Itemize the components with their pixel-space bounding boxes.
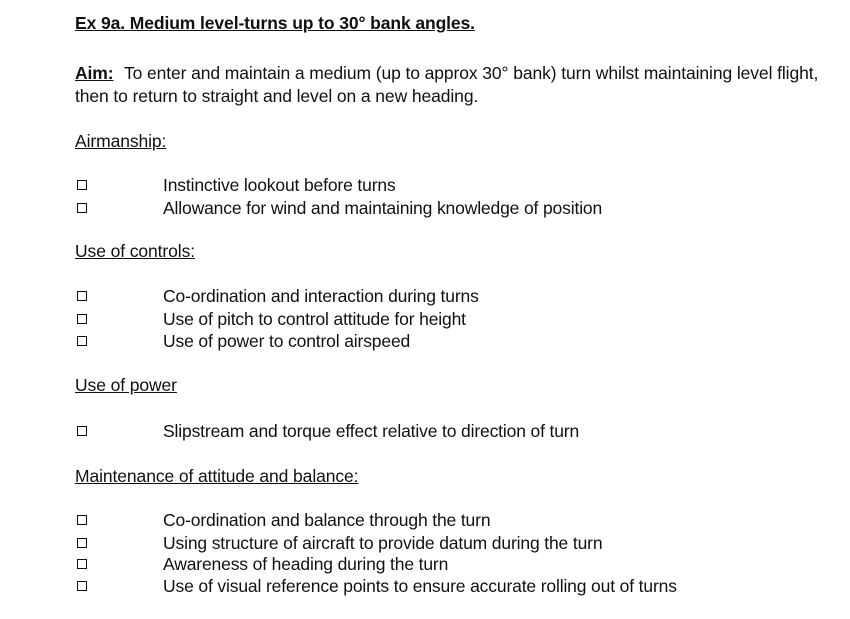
aim-label: Aim: bbox=[75, 63, 114, 83]
checklist-item-label: Use of power to control airspeed bbox=[163, 331, 411, 351]
checklist-item-label: Use of pitch to control attitude for height bbox=[163, 309, 466, 329]
section-heading-use-of-controls: Use of controls: bbox=[75, 241, 195, 261]
checklist-item-label: Use of visual reference points to ensure accurate rolling out of turns bbox=[163, 576, 677, 596]
checklist-item-label: Awareness of heading during the turn bbox=[163, 554, 449, 574]
checkbox-icon[interactable] bbox=[77, 581, 87, 591]
checklist-item-label: Co-ordination and balance through the turn bbox=[163, 510, 491, 530]
checklist-item-label: Slipstream and torque effect relative to direction of turn bbox=[163, 421, 580, 441]
section-heading-airmanship: Airmanship: bbox=[75, 131, 167, 151]
section-heading-use-of-power: Use of power bbox=[75, 375, 177, 395]
checkbox-icon[interactable] bbox=[77, 314, 87, 324]
checkbox-icon[interactable] bbox=[77, 203, 87, 213]
checkbox-icon[interactable] bbox=[77, 426, 87, 436]
aim-text: To enter and maintain a medium (up to approx 30° bank) turn whilst maintaining level flight, then to return to straight and level on a new heading. bbox=[75, 63, 819, 106]
checkbox-icon[interactable] bbox=[77, 538, 87, 548]
exercise-title: Ex 9a. Medium level-turns up to 30° bank angles. bbox=[75, 13, 475, 33]
section-heading-attitude-and-balance: Maintenance of attitude and balance: bbox=[75, 466, 359, 486]
checkbox-icon[interactable] bbox=[77, 291, 87, 301]
checklist-item-label: Instinctive lookout before turns bbox=[163, 175, 396, 195]
checklist-item-label: Allowance for wind and maintaining knowledge of position bbox=[163, 198, 603, 218]
checkbox-icon[interactable] bbox=[77, 515, 87, 525]
aim-paragraph bbox=[75, 62, 835, 108]
checklist-item-label: Co-ordination and interaction during turns bbox=[163, 286, 479, 306]
checkbox-icon[interactable] bbox=[77, 559, 87, 569]
checkbox-icon[interactable] bbox=[77, 336, 87, 346]
checkbox-icon[interactable] bbox=[77, 180, 87, 190]
checklist-item-label: Using structure of aircraft to provide datum during the turn bbox=[163, 533, 603, 553]
